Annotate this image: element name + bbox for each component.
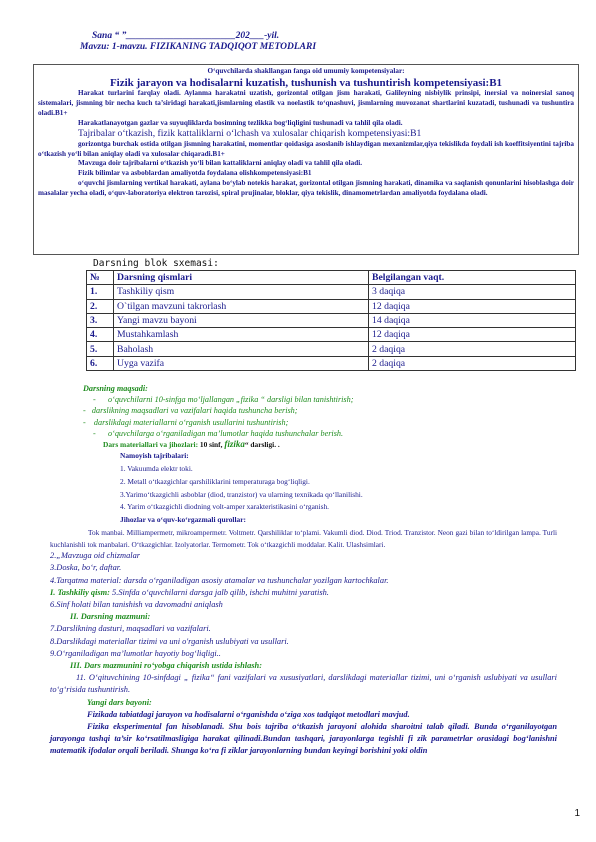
table-cell: Uyga vazifa	[114, 356, 369, 370]
step-line: 4.Tarqatma material: darsda o‘rganiladigan asosiy atamalar va tushunchalar yozilgan kartochkalar.	[50, 575, 389, 585]
step-line: 11. O‘qituvchining 10-sinfdagi „ fizika“ fani vazifalari va xususiyatlari, darslikdagi materiallar tizimi, uni o‘rganish uslubiyati va usullari to‘g‘risida tushuntirish.	[50, 673, 557, 695]
table-cell: 1.	[87, 285, 114, 299]
step-line: 3.Doska, bo‘r, daftar.	[50, 563, 122, 573]
competence-paragraph: gorizontga burchak ostida otilgan jismning harakatini, momentlar qoidasiga asoslanib ishlaydigan mexanizmlar,qiya tekislikda foydali ish koeffitsiyentini tajriba o‘tkazish yo‘li bilan aniqlay oladi va xulosalar chiqaradi.B1+	[38, 139, 574, 158]
table-cell: 12 daqiqa	[369, 328, 576, 342]
demo-item: 1. Vakuumda elektr toki.	[120, 464, 193, 474]
new-lesson-text: Fizikada tabiatdagi jarayon va hodisalarni o‘rganishda o‘ziga xos tadqiqot metodlari mavjud.	[87, 709, 410, 719]
block-scheme-title: Darsning blok sxemasi:	[93, 258, 219, 269]
table-cell: 12 daqiqa	[369, 299, 576, 313]
goal-text: darslikdagi materiallarni o‘rganish usullarini tushuntirish;	[93, 417, 289, 427]
goal-item: - o‘quvchilarni 10-sinfga mo‘ljallangan „fizika “ darsligi bilan tanishtirish;	[93, 395, 354, 405]
goal-text: o‘quvchilarga o‘rganiladigan ma’lumotlar haqida tushunchalar berish.	[108, 428, 344, 438]
table-row	[87, 328, 576, 342]
equipment-heading: Jihozlar va o‘quv-ko‘rgazmali qurollar:	[120, 515, 246, 525]
competence-paragraph: Harakatlanayotgan gazlar va suyuqliklarda bosimning tezlikka bog‘liqligini tushunadi va tahlil qila oladi.	[78, 118, 403, 127]
stage-heading: III. Dars mazmunini ro‘yobga chiqarish ustida ishlash:	[70, 661, 262, 671]
table-cell: Tashkiliy qism	[114, 285, 369, 299]
date-line: Sana “ ”_______________________202___-yil.	[92, 31, 280, 41]
competence-heading-3: Fizik bilimlar va asboblardan amaliyotda foydalana olishkompetensiyasi:B1	[78, 169, 312, 178]
table-row	[87, 342, 576, 356]
competence-heading-2: Tajribalar o‘tkazish, fizik kattaliklarni o‘lchash va xulosalar chiqarish kompetensiyasi:B1	[78, 128, 422, 140]
materials-text: 10 sinf,	[198, 440, 225, 450]
equipment-list: Tok manbai. Milliampermetr, mikroampermetr. Voltmetr. Qarshiliklar to‘plami. Vakumli diod. Diod. Triod. Tranzistor. Neon gazi bilan to‘ldirilgan lampa. Turli kuchlanishli tok manbalari. O‘tkazgichlar. Izolyatorlar. Termometr. Tok o‘tkazgichli moddalar. Kalit. Ulashsimlari.	[50, 528, 557, 549]
stage-heading: II. Darsning mazmuni:	[70, 612, 151, 622]
step-line: 7.Darslikning dasturi, maqsadlari va vazifalari.	[50, 624, 211, 634]
new-lesson-heading: Yangi dars bayoni:	[87, 697, 152, 707]
header-cell: Belgilangan vaqt.	[369, 271, 576, 285]
table-row	[87, 356, 576, 370]
topic-line: Mavzu: 1-mavzu. FIZIKANING TADQIQOT METODLARI	[80, 42, 317, 52]
stage-heading: I. Tashkiliy qism:	[50, 587, 110, 597]
demo-item: 3.Yarimo‘tkazgichli asboblar (diod, tranzistor) va ularning texnikada qo‘llanilishi.	[120, 489, 363, 499]
competence-paragraph: Harakat turlarini farqlay oladi. Aylanma harakatni uzatish, gorizontal otilgan jism harakati, Galileyning nisbiylik prinsipi, inersial va noinersial sanoq sistemalari, jismning bir necha kuch ta’siridagi harakati,jismlarning elastik va noelastik to‘qnashuvi, jismlarning muvozanat shartlarini kuzatadi, tushunadi va tushuntira oladi.B1+	[38, 89, 574, 117]
table-cell: 3.	[87, 313, 114, 327]
lesson-body	[50, 383, 557, 758]
table-row	[87, 313, 576, 327]
table-cell: 2 daqiqa	[369, 356, 576, 370]
step-text: 5.Sinfda o‘quvchilarni darsga jalb qilib, ishchi muhitni yaratish.	[109, 587, 329, 597]
goal-item: - darslikning maqsadlari va vazifalari haqida tushuncha berish;	[83, 406, 298, 416]
table-row	[87, 299, 576, 313]
table-cell: Yangi mavzu bayoni	[114, 313, 369, 327]
goal-item: - o‘quvchilarga o‘rganiladigan ma’lumotlar haqida tushunchalar berish.	[93, 428, 344, 438]
table-cell: 3 daqiqa	[369, 285, 576, 299]
table-cell: 2 daqiqa	[369, 342, 576, 356]
table-cell: 5.	[87, 342, 114, 356]
header-cell: №	[87, 271, 114, 285]
materials-label: Dars materiallari va jihozlari:	[103, 440, 199, 450]
table-row	[87, 285, 576, 299]
table-cell: 2.	[87, 299, 114, 313]
lesson-steps	[50, 550, 557, 757]
materials-text: “ darsligi. .	[244, 440, 280, 450]
table-cell: 14 daqiqa	[369, 313, 576, 327]
competence-title: O‘quvchilarda shakllangan fanga oid umumiy kompetensiyalar:	[207, 67, 405, 75]
goal-item: - darslikdagi materiallarni o‘rganish usullarini tushuntirish;	[83, 417, 289, 427]
goal-text: darslikning maqsadlari va vazifalari haqida tushuncha berish;	[91, 406, 298, 416]
step-line: 8.Darslikdagi materiallar tizimi va uni o'rganish uslubiyati va usullari.	[50, 636, 289, 646]
demo-item: 2. Metall o‘tkazgichlar qarshiliklarini temperaturaga bog‘liqligi.	[120, 476, 310, 486]
table-cell: 4.	[87, 328, 114, 342]
step-line	[50, 587, 557, 599]
new-lesson-text: Fizika eksperimental fan hisoblanadi. Shu bois tajriba o‘tkazish jarayoni alohida sharoitni talab qiladi. Bunda o‘rganilayotgan jarayonga tashqi ta’sir ko‘rsatilmasligiga harakat qilinadi.Bundan tashqari, jarayonlarga tegishli fi zik parametrlar orasidagi bog‘lanishni matematik ifodalar orqali beriladi. Shunga ko‘ra fi ziklar jarayonlarning bundan keyingi borishini yoki oldin	[50, 722, 557, 756]
table-cell: Baholash	[114, 342, 369, 356]
header-cell: Darsning qismlari	[114, 271, 369, 285]
demo-item: 4. Yarim o‘tkazgichli diodning volt-amper xarakteristikasini o‘rganish.	[120, 502, 330, 512]
block-scheme-table	[86, 270, 576, 371]
table-cell: Mustahkamlash	[114, 328, 369, 342]
competence-paragraph: Mavzuga doir tajribalarni o‘tkazish yo‘li bilan kattaliklarni aniqlay oladi va tahlil qila oladi.	[78, 159, 363, 168]
competence-heading-1: Fizik jarayon va hodisalarni kuzatish, tushunish va tushuntirish kompetensiyasi:B1	[109, 76, 503, 89]
materials-line	[83, 439, 553, 450]
demo-block	[83, 450, 553, 527]
demo-heading: Namoyish tajribalari:	[120, 451, 189, 461]
step-line: 9.O‘rganiladigan ma’lumotlar hayotiy bog‘liqligi..	[50, 648, 221, 658]
goal-heading: Darsning maqsadi:	[83, 384, 148, 393]
table-cell: 6.	[87, 356, 114, 370]
materials-subject: fizika	[224, 439, 245, 450]
table-header-row	[87, 271, 576, 285]
page-number: 1	[574, 808, 580, 819]
step-line: 2.„Mavzuga oid chizmalar	[50, 551, 141, 561]
table-cell: O`tilgan mavzuni takrorlash	[114, 299, 369, 313]
competence-box	[33, 64, 579, 255]
step-line: 6.Sinf holati bilan tanishish va davomadni aniqlash	[50, 600, 223, 609]
goal-text: o‘quvchilarni 10-sinfga mo‘ljallangan „fizika “ darsligi bilan tanishtirish;	[108, 395, 354, 405]
competence-paragraph: o‘quvchi jismlarning vertikal harakati, aylana bo‘ylab notekis harakat, gorizontal otilgan jismning harakati, dinamika va saqlanish qonunlarini hisoblashga doir masalalar yecha oladi, o‘quv-laboratoriya elektron tarozisi, spiral prujinalar, bloklar, qiya tekislik, dinamometrlardan amaliyotda foydalana oladi.	[38, 179, 574, 197]
